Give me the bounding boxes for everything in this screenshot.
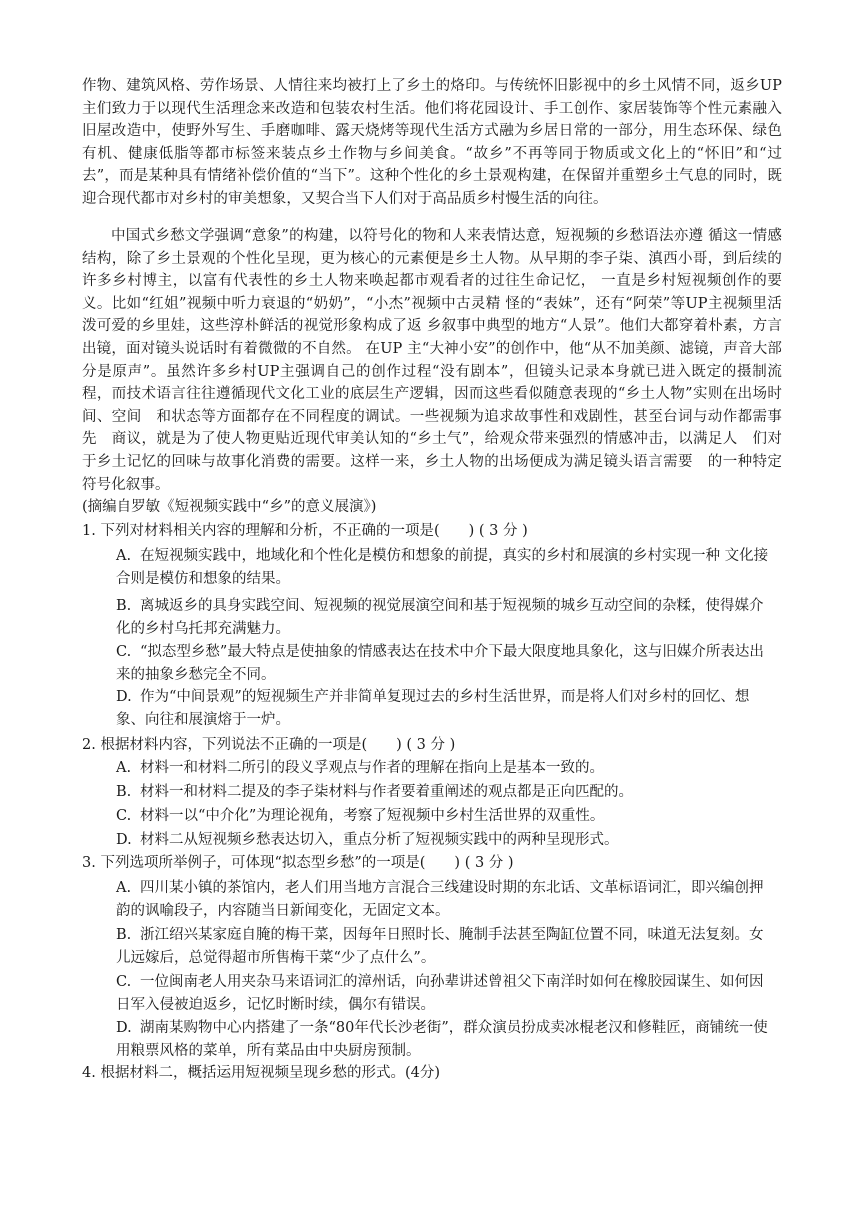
option-text: “拟态型乡愁”最大特点是使抽象的情感表达在技术中介下最大限度地具象化，这与旧媒介所表达出来的抽象乡愁完全不同。 xyxy=(116,644,764,683)
option-label: D. xyxy=(116,832,132,848)
option-label: A. xyxy=(116,760,132,776)
question-3-option-c[interactable] xyxy=(116,971,776,1016)
option-label: B. xyxy=(116,784,132,800)
question-2-option-a[interactable] xyxy=(116,757,776,780)
question-2-option-b[interactable] xyxy=(116,781,776,804)
passage-paragraph-1: 作物、建筑风格、劳作场景、人情往来均被打上了乡土的烙印。与传统怀旧影视中的乡土风情不同，返乡UP主们致力于以现代生活理念来改造和包装农村生活。他们将花园设计、手工创作、家居装饰等个性元素融入旧屋改造中，使野外写生、手磨咖啡、露天烧烤等现代生活方式融为乡居日常的一部分，用生态环保、绿色有机、健康低脂等都市标签来装点乡土作物与乡间美食。“故乡”不再等同于物质或文化上的“怀旧”和“过去”，而是某种具有情绪补偿价值的“当下”。这种个性化的乡土景观构建，在保留并重塑乡土气息的同时，既迎合现代都市对乡村的审美想象，又契合当下人们对于高品质乡村慢生活的向往。 xyxy=(82,78,782,207)
option-text: 作为“中间景观”的短视频生产并非简单复现过去的乡村生活世界，而是将人们对乡村的回忆、想象、向往和展演熔于一炉。 xyxy=(116,689,750,728)
question-2-option-d[interactable] xyxy=(116,829,776,852)
question-1-stem: 1. 下列对材料相关内容的理解和分析，不正确的一项是( ) ( 3 分 ) xyxy=(82,523,528,539)
option-text: 浙江绍兴某家庭自腌的梅干菜，因每年日照时长、腌制手法甚至陶缸位置不同，味道无法复刻。女儿远嫁后，总觉得超市所售梅干菜“少了点什么”。 xyxy=(116,927,764,966)
option-label: D. xyxy=(116,1020,132,1036)
passage-source: (摘编自罗敏《短视频实践中“乡”的意义展演》) xyxy=(82,499,377,515)
question-3-stem: 3. 下列选项所举例子，可体现“拟态型乡愁”的一项是( ) ( 3 分 ) xyxy=(82,855,514,871)
passage-paragraph-2: 中国式乡愁文学强调“意象”的构建，以符号化的物和人来表情达意，短视频的乡愁语法亦遵 循这一情感结构，除了乡土景观的个性化呈现，更为核心的元素便是乡土人物。从早期的李子柒、滇西小哥，到后续的许多乡村博主，以富有代表性的乡土人物来唤起都市观看者的过往生命记忆， 一直是乡村短视频创作的要义。比如“红姐”视频中听力衰退的“奶奶”，“小杰”视频中古灵精 怪的“表妹”，还有“阿荣”等UP主视频里活泼可爱的乡里娃，这些淳朴鲜活的视觉形象构成了返 乡叙事中典型的地方“人景”。他们大都穿着朴素，方言出镜，面对镜头说话时有着微微的不自然。 在UP 主“大神小安”的创作中，他“从不加美颜、滤镜，声音大部分是原声”。虽然许多乡村UP主强调自己的创作过程“没有剧本”，但镜头记录本身就已进入既定的摄制流程，而技术语言往往遵循现代文化工业的底层生产逻辑，因而这些看似随意表现的“乡土人物”实则在出场时间、空间 和状态等方面都存在不同程度的调试。一些视频为追求故事性和戏剧性，甚至台词与动作都需事先 商议，就是为了使人物更贴近现代审美认知的“乡土气”，给观众带来强烈的情感冲击，以满足人 们对于乡土记忆的回味与故事化消费的需要。这样一来，乡土人物的出场便成为满足镜头语言需要 的一种特定符号化叙事。 xyxy=(82,228,782,493)
option-label: A. xyxy=(116,548,132,564)
question-3-option-d[interactable] xyxy=(116,1017,776,1062)
option-text: 材料一和材料二提及的李子柒材料与作者要着重阐述的观点都是正向匹配的。 xyxy=(140,784,633,800)
option-label: B. xyxy=(116,598,132,614)
option-text: 一位闽南老人用夹杂马来语词汇的漳州话，向孙辈讲述曾祖父下南洋时如何在橡胶园谋生、如何因日军入侵被迫返乡，记忆时断时续，偶尔有错误。 xyxy=(116,974,764,1013)
question-1-option-a[interactable] xyxy=(116,545,776,590)
option-label: C. xyxy=(116,974,132,990)
question-4-stem: 4. 根据材料二，概括运用短视频呈现乡愁的形式。(4分) xyxy=(82,1065,440,1081)
option-label: B. xyxy=(116,927,132,943)
question-1-option-c[interactable] xyxy=(116,641,776,686)
question-3-option-b[interactable] xyxy=(116,924,776,969)
option-text: 离城返乡的具身实践空间、短视频的视觉展演空间和基于短视频的城乡互动空间的杂糅，使得媒介化的乡村乌托邦充满魅力。 xyxy=(116,598,764,637)
option-text: 材料一和材料二所引的段义孚观点与作者的理解在指向上是基本一致的。 xyxy=(140,760,604,776)
option-text: 湖南某购物中心内搭建了一条“80年代长沙老街”，群众演员扮成卖冰棍老汉和修鞋匠，商铺统一使用粮票风格的菜单，所有菜品由中央厨房预制。 xyxy=(116,1020,768,1059)
option-label: C. xyxy=(116,808,132,824)
option-label: A. xyxy=(116,880,132,896)
question-2-option-c[interactable] xyxy=(116,805,776,828)
option-text: 在短视频实践中，地域化和个性化是模仿和想象的前提，真实的乡村和展演的乡村实现一种 文化接合则是模仿和想象的结果。 xyxy=(116,548,769,587)
question-1-option-b[interactable] xyxy=(116,595,776,640)
option-label: D. xyxy=(116,689,132,705)
option-text: 材料二从短视频乡愁表达切入，重点分析了短视频实践中的两种呈现形式。 xyxy=(140,832,619,848)
question-2-stem: 2. 根据材料内容，下列说法不正确的一项是( ) ( 3 分 ) xyxy=(82,737,456,753)
option-text: 四川某小镇的茶馆内，老人们用当地方言混合三线建设时期的东北话、文革标语词汇，即兴编创押韵的讽喻段子，内容随当日新闻变化，无固定文本。 xyxy=(116,880,764,919)
option-label: C. xyxy=(116,644,132,660)
question-1-option-d[interactable] xyxy=(116,686,776,731)
option-text: 材料一以“中介化”为理论视角，考察了短视频中乡村生活世界的双重性。 xyxy=(140,808,605,824)
question-3-option-a[interactable] xyxy=(116,877,776,922)
